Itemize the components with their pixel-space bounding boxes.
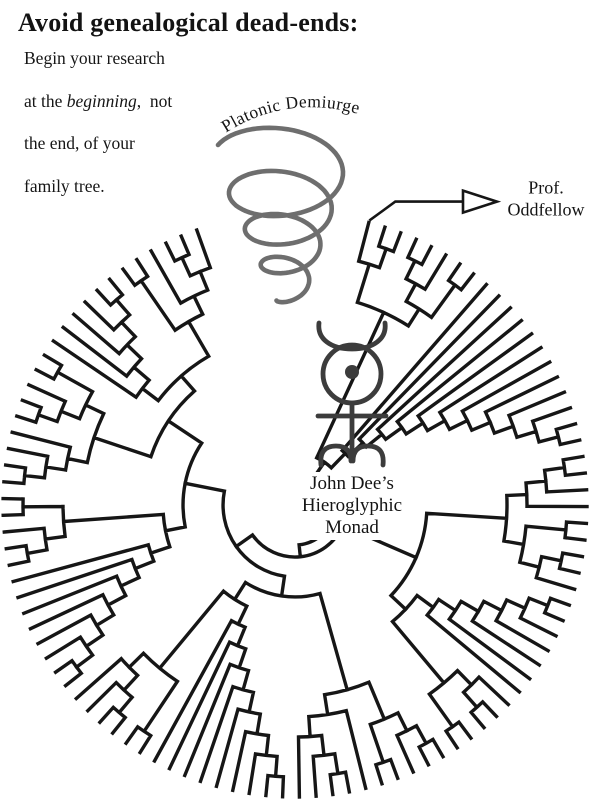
subtitle-line-1: Begin your research <box>24 48 165 68</box>
spiral-icon <box>218 128 343 302</box>
monad-label-line3: Monad <box>325 517 379 538</box>
subtitle-italic-word: beginning <box>66 90 137 111</box>
prof-oddfellow-label-line1: Prof. <box>528 177 564 198</box>
prof-oddfellow-label-line2: Oddfellow <box>507 199 585 220</box>
subtitle-line-3: the end, of your <box>24 133 135 154</box>
subtitle-line-4: family tree. <box>24 176 105 197</box>
monad-label-line1: John Dee’s <box>310 473 394 494</box>
monad-icon <box>318 323 386 465</box>
tree-path <box>3 223 587 798</box>
pointer-arrow-head <box>463 191 497 213</box>
page-title: Avoid genealogical dead-ends: <box>18 8 359 37</box>
monad-dot <box>345 365 359 379</box>
pointer-arrow <box>369 191 497 221</box>
subtitle-line-2: at the beginning, not <box>24 90 173 111</box>
monad-label-line2: Hieroglyphic <box>301 495 403 516</box>
pointer-arrow-line <box>369 202 463 221</box>
spiral-label: Platonic Demiurge <box>217 91 363 137</box>
